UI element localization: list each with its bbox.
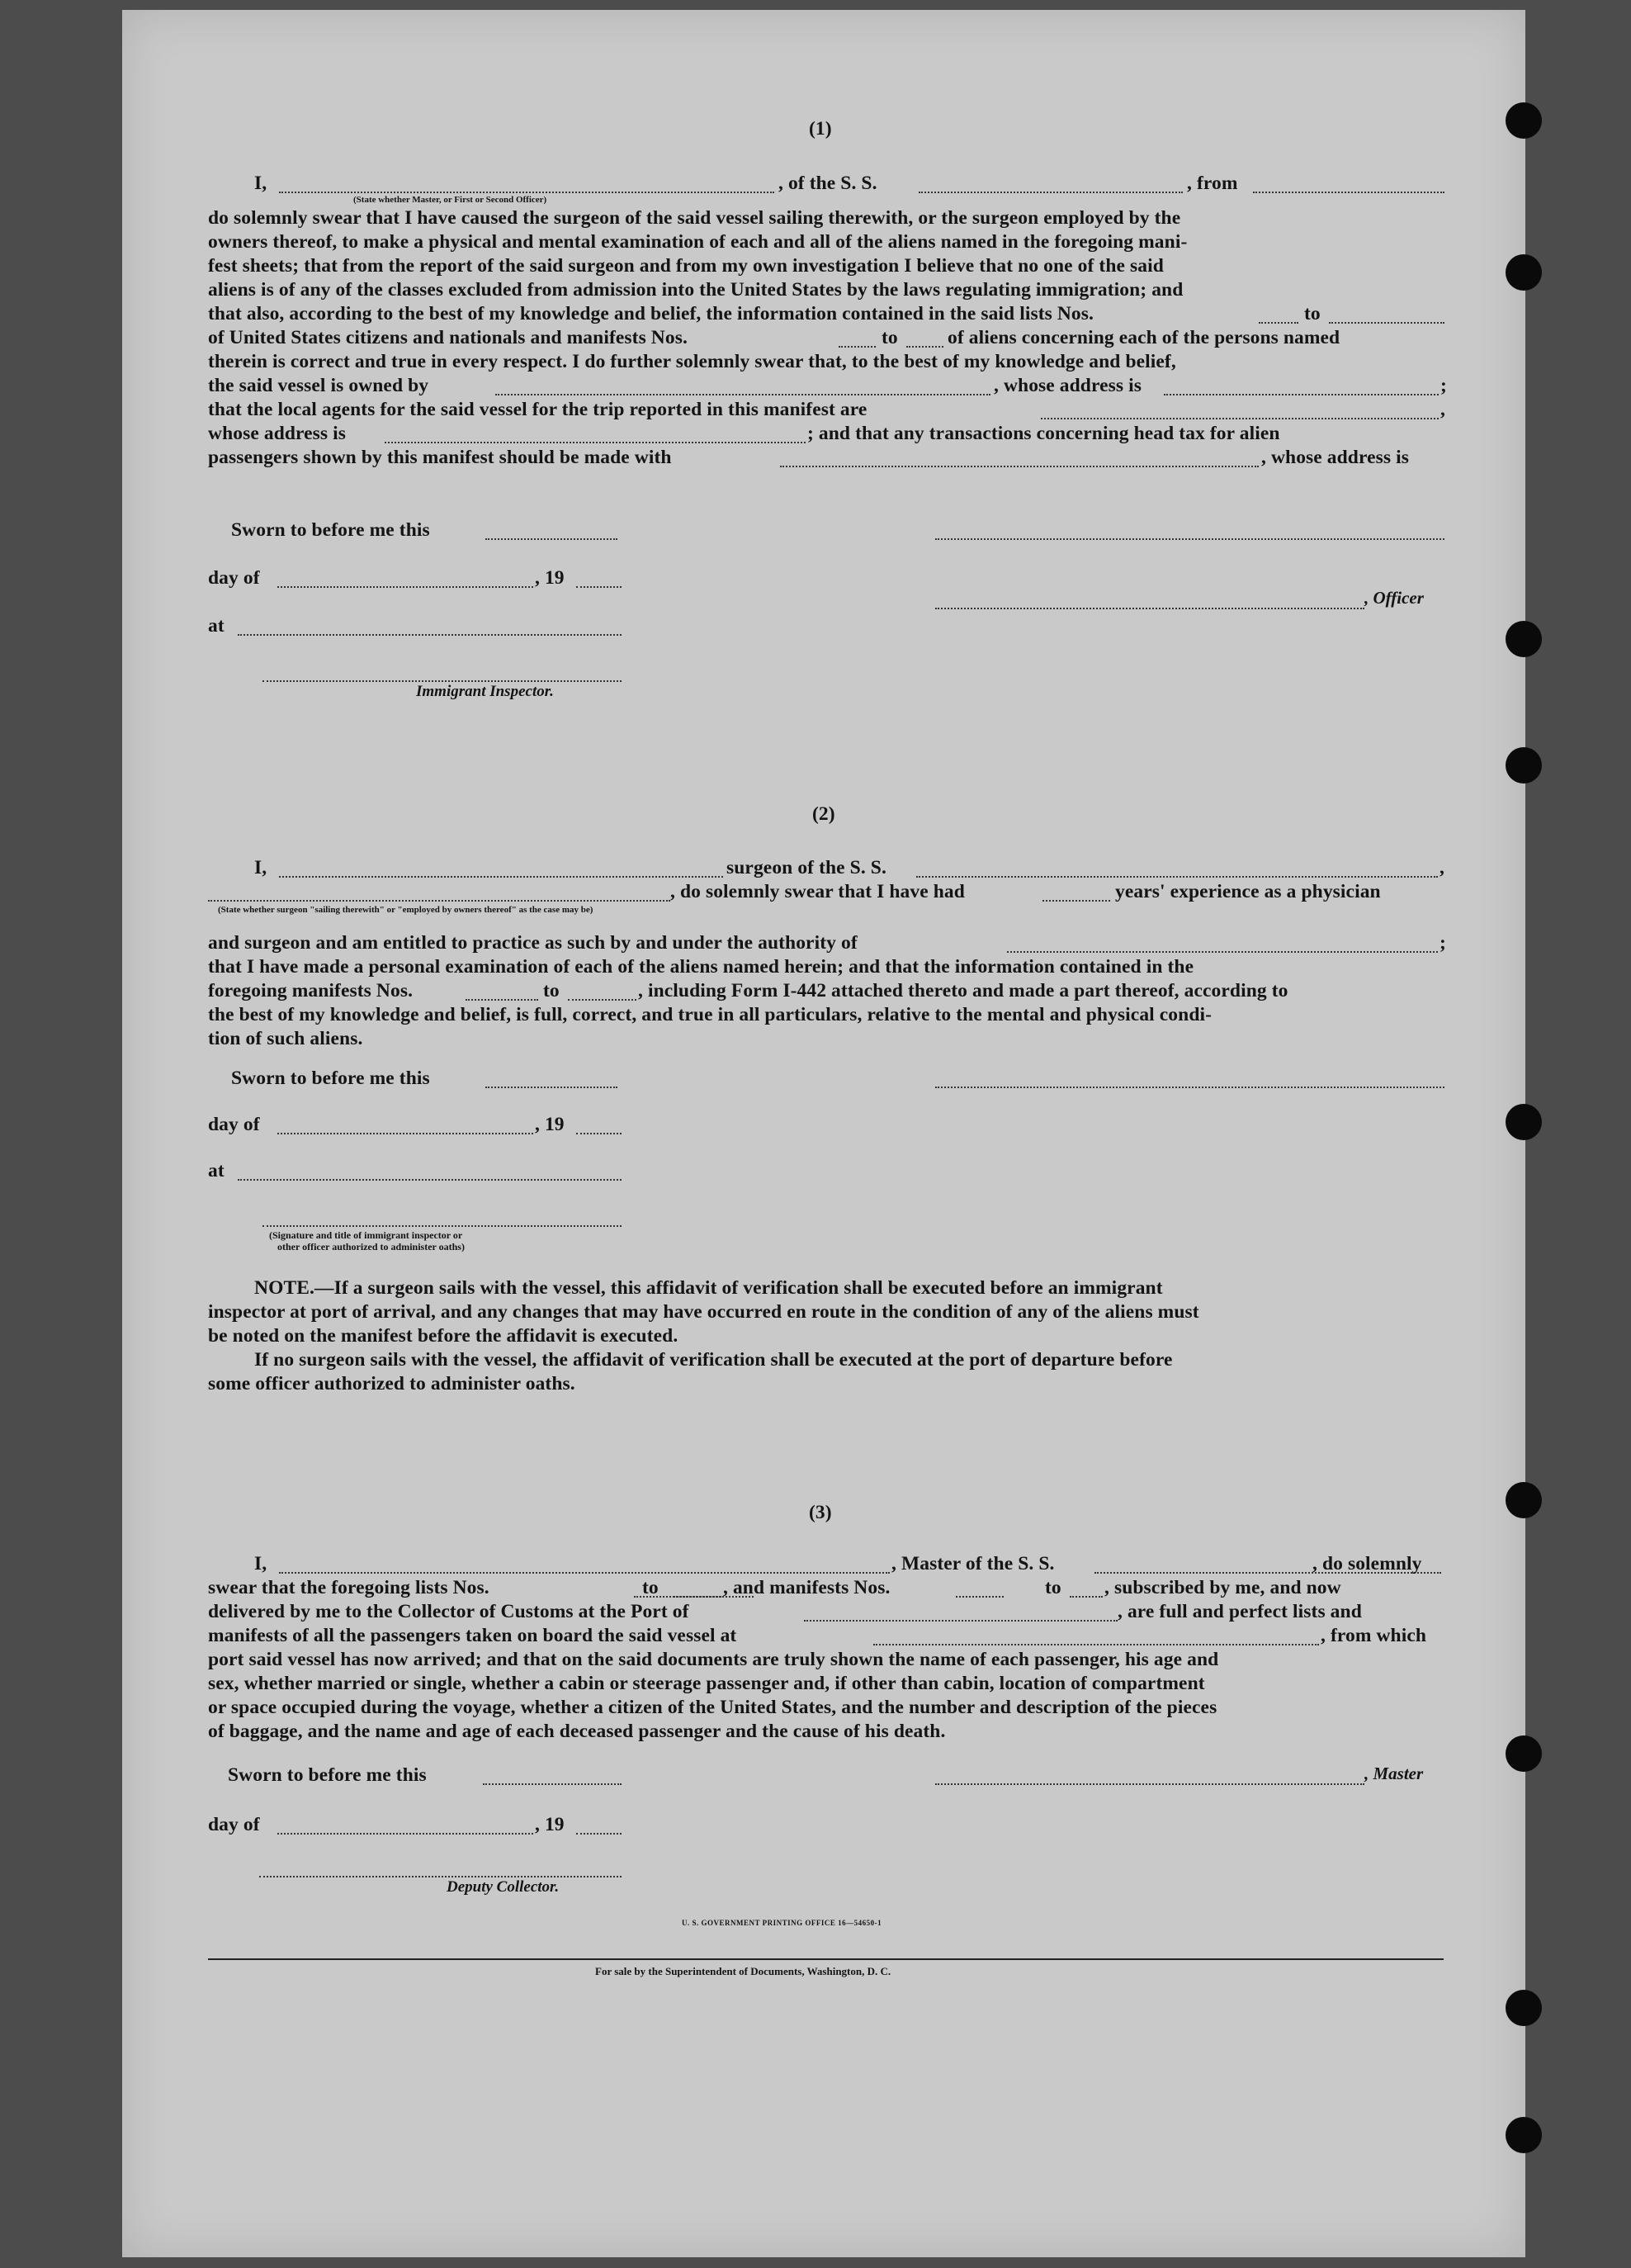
form-text: be noted on the manifest before the affidavit is executed. [208, 1325, 678, 1347]
form-text: to [543, 980, 560, 1001]
form-text: at [208, 615, 225, 637]
form-text: , including Form I-442 attached thereto and made a part thereof, according to [638, 980, 1288, 1001]
form-text: passengers shown by this manifest should be made with [208, 447, 672, 468]
form-text: to [1304, 303, 1321, 324]
blank-line [277, 1133, 533, 1134]
form-text: at [208, 1160, 225, 1181]
form-text: , from [1187, 173, 1238, 194]
form-text: tion of such aliens. [208, 1028, 363, 1049]
blank-line [1070, 1596, 1103, 1598]
master-label: , Master [1364, 1764, 1424, 1783]
form-text: sex, whether married or single, whether a cabin or steerage passenger and, if other than cabin, location of compartment [208, 1673, 1205, 1694]
form-text: , do solemnly [1312, 1553, 1422, 1574]
form-text: and surgeon and am entitled to practice as such by and under the authority of [208, 932, 858, 954]
binder-hole [1506, 254, 1542, 291]
field-caption: (State whether surgeon "sailing therewith" or "employed by owners thereof" as the case may be) [218, 905, 593, 915]
signature-line [935, 538, 1444, 540]
signature-line [935, 608, 1364, 609]
form-text: day of [208, 1114, 260, 1135]
binder-hole [1506, 1990, 1542, 2026]
signature-line [935, 1783, 1364, 1785]
blank-line [466, 999, 538, 1001]
form-text: surgeon of the S. S. [726, 857, 886, 878]
blank-line [1164, 394, 1439, 395]
form-text: do solemnly swear that I have caused the surgeon of the said vessel sailing therewith, or the surgeon employed by the [208, 207, 1181, 229]
blank-line [279, 1572, 890, 1574]
form-text: ; [1440, 932, 1446, 954]
form-text: swear that the foregoing lists Nos. [208, 1577, 489, 1598]
section-number: (1) [809, 118, 832, 140]
form-text: , whose address is [994, 375, 1142, 396]
binder-hole [1506, 1735, 1542, 1772]
form-text: owners thereof, to make a physical and mental examination of each and all of the aliens named in the foregoing mani- [208, 231, 1188, 253]
blank-line [906, 346, 943, 348]
form-text: or space occupied during the voyage, whether a citizen of the United States, and the number and description of the pieces [208, 1697, 1217, 1718]
blank-line [1041, 418, 1439, 419]
form-text: I, [254, 857, 267, 878]
form-text: of baggage, and the name and age of each deceased passenger and the cause of his death. [208, 1721, 946, 1742]
blank-line [277, 586, 533, 588]
blank-line [1007, 951, 1438, 953]
blank-line [916, 876, 1438, 878]
form-text: ; [1440, 375, 1447, 396]
form-text: I, [254, 1553, 267, 1574]
form-text: , are full and perfect lists and [1118, 1601, 1362, 1622]
form-text: , subscribed by me, and now [1104, 1577, 1341, 1598]
blank-line [576, 1833, 622, 1835]
signature-line [259, 1876, 622, 1877]
form-text: Sworn to before me this [228, 1764, 427, 1786]
blank-line [483, 1783, 622, 1785]
form-text: whose address is [208, 423, 347, 444]
section-number: (2) [812, 803, 835, 825]
blank-line [1259, 322, 1298, 324]
manifest-back-page [122, 10, 1525, 2257]
blank-line [576, 1133, 622, 1134]
form-text: inspector at port of arrival, and any changes that may have occurred en route in the condition of any of the aliens must [208, 1301, 1199, 1323]
field-caption: (State whether Master, or First or Second Officer) [353, 195, 547, 205]
blank-line [279, 876, 723, 878]
form-text: I, [254, 173, 267, 194]
blank-line [495, 394, 990, 395]
form-text: of aliens concerning each of the persons named [948, 327, 1340, 348]
form-text: some officer authorized to administer oaths. [208, 1373, 575, 1394]
blank-line [238, 1179, 622, 1181]
field-caption: (Signature and title of immigrant inspector or [269, 1229, 463, 1241]
blank-line [385, 442, 806, 443]
form-text: to [642, 1577, 659, 1598]
form-text: delivered by me to the Collector of Customs at the Port of [208, 1601, 689, 1622]
blank-line [1329, 322, 1444, 324]
form-text: the best of my knowledge and belief, is full, correct, and true in all particulars, relative to the mental and physical condi- [208, 1004, 1213, 1025]
form-text: , Master of the S. S. [891, 1553, 1055, 1574]
blank-line [208, 900, 670, 902]
blank-line [1042, 900, 1110, 902]
officer-label: , Officer [1364, 588, 1424, 608]
form-text: , whose address is [1261, 447, 1409, 468]
form-text: foregoing manifests Nos. [208, 980, 414, 1001]
form-text: ; and that any transactions concerning head tax for alien [807, 423, 1280, 444]
binder-hole [1506, 2117, 1542, 2153]
form-text: , and manifests Nos. [723, 1577, 891, 1598]
form-text: , [1440, 399, 1445, 420]
form-text: NOTE.—If a surgeon sails with the vessel, this affidavit of verification shall be executed before an immigrant [254, 1277, 1163, 1299]
blank-line [919, 192, 1183, 193]
collector-label: Deputy Collector. [447, 1878, 560, 1896]
form-text: day of [208, 567, 260, 589]
blank-line [780, 466, 1259, 467]
form-text: port said vessel has now arrived; and that on the said documents are truly shown the name of each passenger, his age and [208, 1649, 1219, 1670]
blank-line [1253, 192, 1444, 193]
signature-line [262, 680, 622, 682]
form-text: day of [208, 1814, 260, 1835]
field-caption: other officer authorized to administer oaths) [277, 1241, 465, 1252]
form-text: aliens is of any of the classes excluded from admission into the United States by the laws regulating immigration; and [208, 279, 1184, 301]
form-text: , [1440, 857, 1444, 878]
form-text: to [1045, 1577, 1061, 1598]
binder-hole [1506, 1482, 1542, 1518]
signature-line [935, 1087, 1444, 1088]
form-text: , 19 [535, 1114, 565, 1135]
form-text: If no surgeon sails with the vessel, the affidavit of verification shall be executed at the port of departure before [254, 1349, 1173, 1371]
form-text: Sworn to before me this [231, 519, 430, 541]
form-text: of United States citizens and nationals and manifests Nos. [208, 327, 688, 348]
blank-line [485, 1087, 617, 1088]
blank-line [568, 999, 636, 1001]
form-text: that the local agents for the said vessel for the trip reported in this manifest are [208, 399, 868, 420]
blank-line [674, 1596, 721, 1598]
form-text: therein is correct and true in every respect. I do further solemnly swear that, to the best of my knowledge and belief, [208, 351, 1176, 372]
form-text: , of the S. S. [778, 173, 877, 194]
form-text: that also, according to the best of my knowledge and belief, the information contained in the said lists Nos. [208, 303, 1094, 324]
form-text: that I have made a personal examination of each of the aliens named herein; and that the information contained in the [208, 956, 1194, 978]
printer-imprint: U. S. GOVERNMENT PRINTING OFFICE 16—54650-1 [682, 1919, 882, 1927]
blank-line [839, 346, 876, 348]
blank-line [576, 586, 622, 588]
binder-hole [1506, 621, 1542, 657]
form-text: fest sheets; that from the report of the said surgeon and from my own investigation I believe that no one of the said [208, 255, 1164, 277]
form-text: , 19 [535, 1814, 565, 1835]
binder-hole [1506, 1104, 1542, 1140]
blank-line [485, 538, 617, 540]
blank-line [956, 1596, 1004, 1598]
blank-line [279, 192, 774, 193]
form-text: manifests of all the passengers taken on board the said vessel at [208, 1625, 737, 1646]
binder-hole [1506, 747, 1542, 784]
inspector-label: Immigrant Inspector. [416, 683, 554, 700]
binder-hole [1506, 102, 1542, 139]
footer-rule [208, 1958, 1444, 1960]
footer-note: For sale by the Superintendent of Documents, Washington, D. C. [595, 1965, 891, 1977]
blank-line [277, 1833, 533, 1835]
section-number: (3) [809, 1502, 832, 1523]
form-text: , from which [1321, 1625, 1427, 1646]
signature-line [262, 1225, 622, 1227]
form-text: Sworn to before me this [231, 1068, 430, 1089]
form-text: to [882, 327, 898, 348]
blank-line [804, 1620, 1118, 1622]
form-text: , do solemnly swear that I have had [670, 881, 965, 902]
form-text: , 19 [535, 567, 565, 589]
form-text: the said vessel is owned by [208, 375, 429, 396]
blank-line [238, 634, 622, 636]
blank-line [873, 1644, 1319, 1645]
form-text: years' experience as a physician [1115, 881, 1381, 902]
